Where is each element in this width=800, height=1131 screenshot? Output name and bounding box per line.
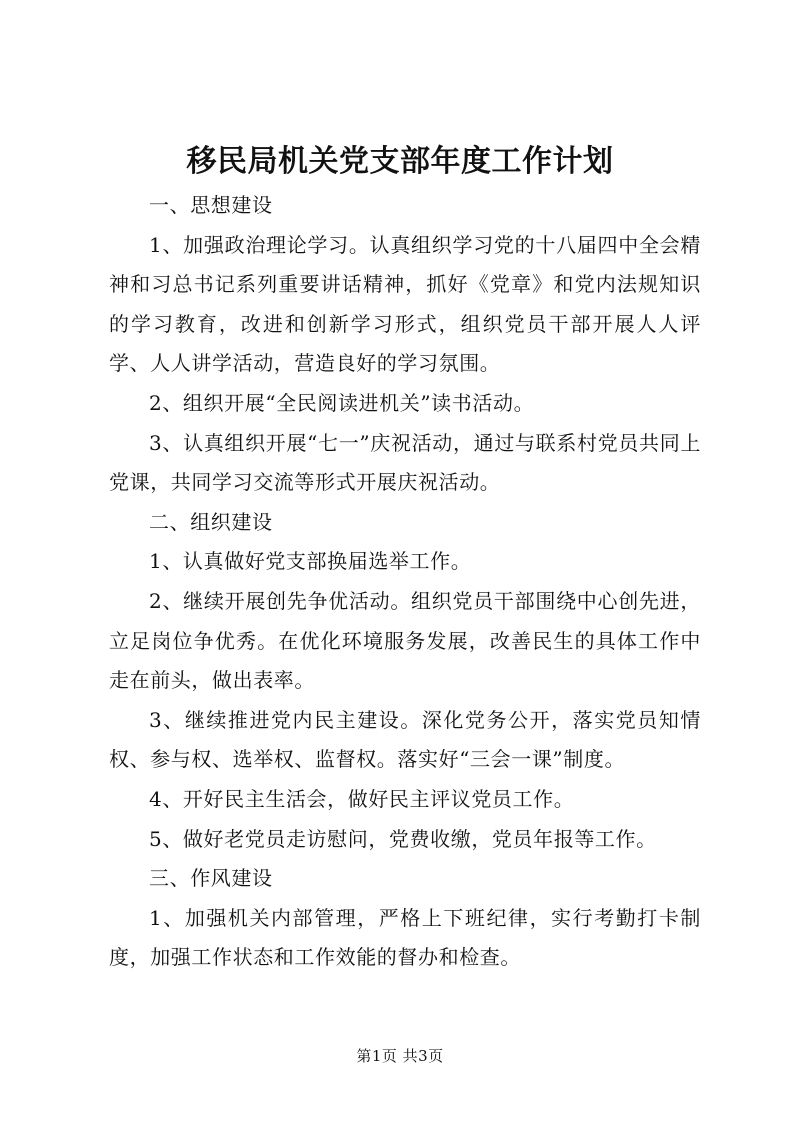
- document-body: [109, 186, 701, 978]
- section-heading-ideology: 一、思想建设: [149, 193, 273, 217]
- paragraph: 2、组织开展“全民阅读进机关”读书活动。: [149, 390, 535, 415]
- paragraph: 1、加强机关内部管理，严格上下班纪律，实行考勤打卡制度，加强工作状态和工作效能的督办和检查。: [109, 905, 701, 970]
- paragraph: 1、认真做好党支部换届选举工作。: [149, 549, 472, 574]
- paragraph: 5、做好老党员走访慰问，党费收缴，党员年报等工作。: [149, 826, 657, 851]
- paragraph: 4、开好民主生活会，做好民主评议党员工作。: [149, 786, 575, 811]
- page-number-footer: 第1页 共3页: [356, 1047, 444, 1065]
- document-title: 移民局机关党支部年度工作计划: [186, 144, 614, 179]
- paragraph: 3、认真组织开展“七一”庆祝活动，通过与联系村党员共同上党课，共同学习交流等形式开展庆祝活动。: [109, 430, 701, 495]
- section-heading-organization: 二、组织建设: [149, 509, 273, 534]
- paragraph: 1、加强政治理论学习。认真组织学习党的十八届四中全会精神和习总书记系列重要讲话精神，抓好《党章》和党内法规知识的学习教育，改进和创新学习形式，组织党员干部开展人人评学、人人讲学活动，营造良好的学习氛围。: [109, 232, 701, 376]
- paragraph: 2、继续开展创先争优活动。组织党员干部围绕中心创先进，立足岗位争优秀。在优化环境服务发展，改善民生的具体工作中走在前头，做出表率。: [109, 588, 701, 693]
- paragraph: 3、继续推进党内民主建设。深化党务公开，落实党员知情权、参与权、选举权、监督权。落实好“三会一课”制度。: [109, 707, 701, 772]
- section-heading-work-style: 三、作风建设: [149, 866, 273, 891]
